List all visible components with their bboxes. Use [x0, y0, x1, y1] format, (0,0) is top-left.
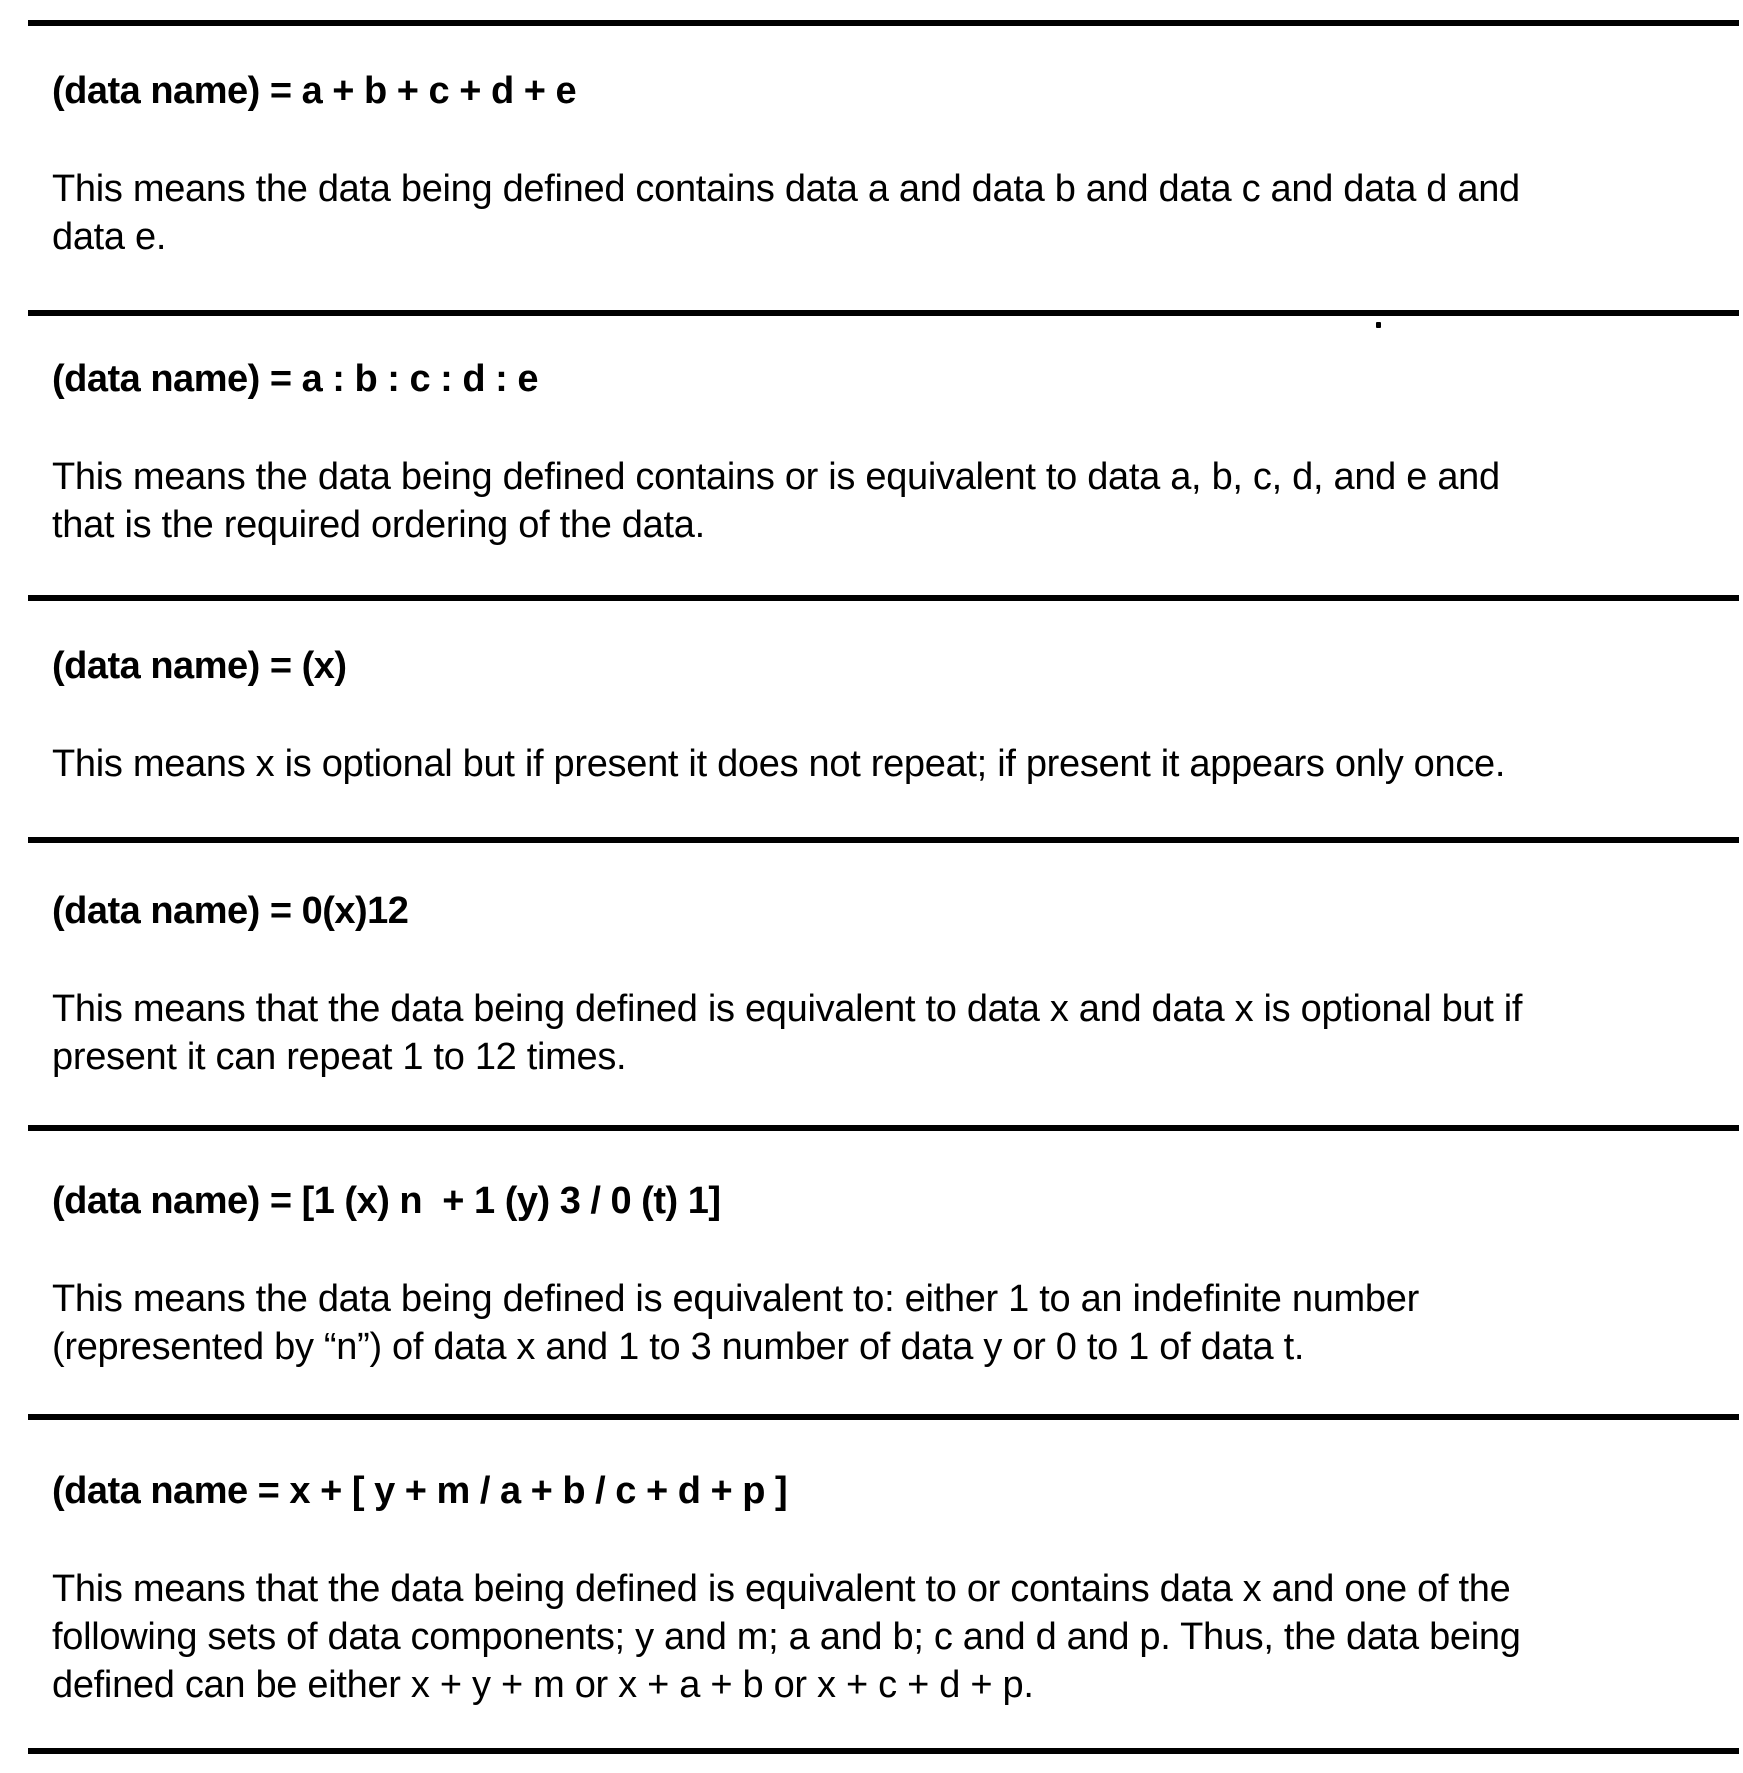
formula-heading: (data name) = a + b + c + d + e	[52, 70, 577, 112]
horizontal-rule	[28, 1125, 1739, 1131]
description-line: This means the data being defined is equivalent to: either 1 to an indefinite number	[52, 1278, 1419, 1320]
description-line: following sets of data components; y and m; a and b; c and d and p. Thus, the data being	[52, 1616, 1521, 1658]
notation-section-plus	[52, 67, 1707, 261]
description-line: (represented by “n”) of data x and 1 to 3 number of data y or 0 to 1 of data t.	[52, 1326, 1305, 1368]
notation-section-either-or	[52, 1177, 1707, 1371]
formula-description	[52, 1275, 1707, 1371]
formula-description	[52, 453, 1707, 549]
formula-heading: (data name) = [1 (x) n + 1 (y) 3 / 0 (t) 1]	[52, 1180, 721, 1222]
horizontal-rule	[28, 1414, 1739, 1420]
notation-section-repeat	[52, 887, 1707, 1081]
formula-description	[52, 1565, 1707, 1709]
description-line: This means that the data being defined is equivalent to or contains data x and one of the	[52, 1568, 1511, 1610]
horizontal-rule	[28, 310, 1739, 316]
notation-section-component-sets	[52, 1467, 1707, 1709]
formula-description	[52, 740, 1707, 788]
scan-artifact-dot	[1376, 322, 1381, 328]
description-line: This means x is optional but if present it does not repeat; if present it appears only once.	[52, 743, 1506, 785]
formula-heading: (data name) = 0(x)12	[52, 890, 409, 932]
description-line: This means the data being defined contains data a and data b and data c and data d and	[52, 168, 1520, 210]
formula-description	[52, 165, 1707, 261]
horizontal-rule	[28, 595, 1739, 601]
horizontal-rule	[28, 1748, 1739, 1754]
description-line: present it can repeat 1 to 12 times.	[52, 1036, 627, 1078]
description-line: that is the required ordering of the data.	[52, 504, 705, 546]
notation-section-colon	[52, 355, 1707, 549]
horizontal-rule	[28, 837, 1739, 843]
formula-heading: (data name) = (x)	[52, 645, 347, 687]
description-line: This means that the data being defined is equivalent to data x and data x is optional but if	[52, 988, 1523, 1030]
description-line: This means the data being defined contains or is equivalent to data a, b, c, d, and e and	[52, 456, 1500, 498]
formula-heading: (data name) = a : b : c : d : e	[52, 358, 538, 400]
description-line: defined can be either x + y + m or x + a + b or x + c + d + p.	[52, 1664, 1034, 1706]
notation-section-optional	[52, 642, 1707, 788]
horizontal-rule	[28, 20, 1739, 26]
description-line: data e.	[52, 216, 167, 258]
formula-heading: (data name = x + [ y + m / a + b / c + d + p ]	[52, 1470, 788, 1512]
formula-description	[52, 985, 1707, 1081]
